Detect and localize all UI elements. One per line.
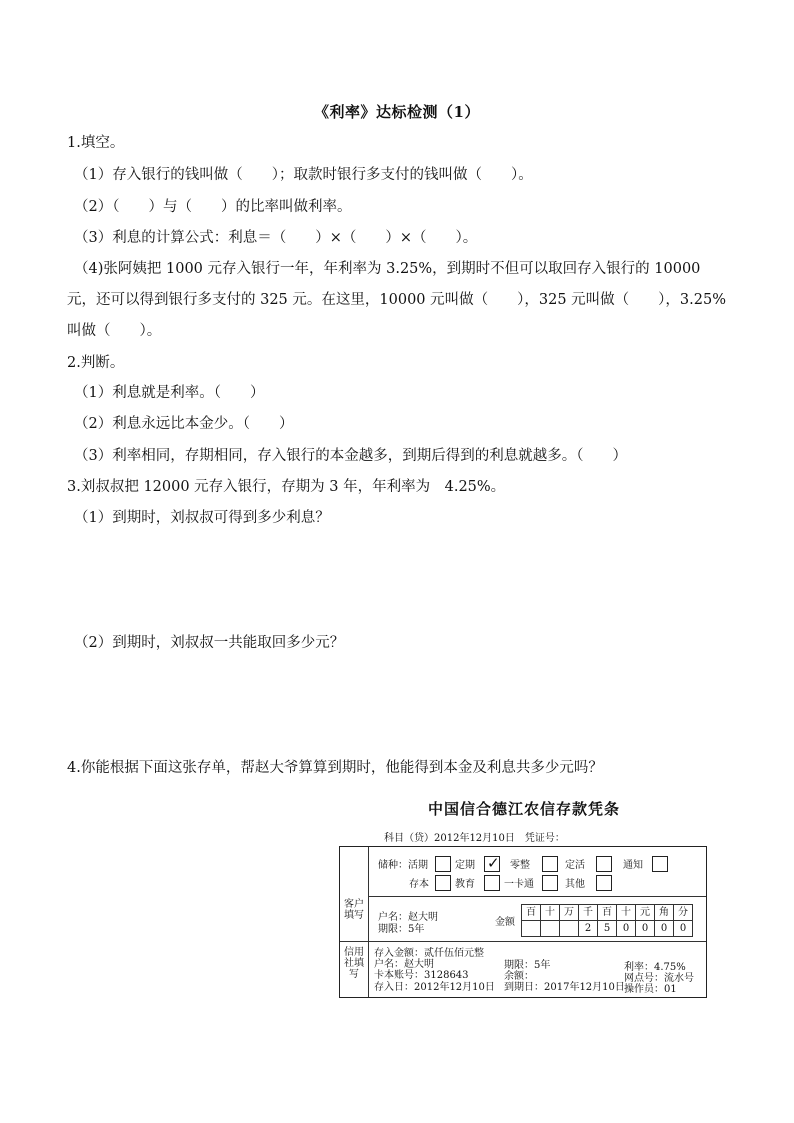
digit-header: 万 [560,905,579,921]
q2-line-2: （2）利息永远比本金少。（ ） [74,416,294,432]
kind-education: 教育 [455,879,475,890]
side-label-customer: 客户填写 [344,899,364,921]
digit-header: 千 [579,905,598,921]
kind-notice: 通知 [623,860,643,871]
kind-fixed: 定期 [455,860,475,871]
side-label-bank: 信用社填写 [344,947,364,980]
slip-title: 中国信合德江农信存款凭条 [428,800,621,818]
q2-line-3: （3）利率相同，存期相同，存入银行的本金越多，到期后得到的利息就越多。（ ） [74,448,627,464]
deposit-slip [339,846,707,998]
page-title: 《利率》达标检测（1） [314,103,480,121]
kind-flexible: 定活 [565,860,585,871]
operator: 操作员：01 [624,984,677,995]
deposit-amount: 存入金额：贰仟伍佰元整 [374,948,484,959]
q1-line-1: （1）存入银行的钱叫做（ ）；取款时银行多支付的钱叫做（ ）。 [74,167,533,183]
digit-header: 百 [598,905,617,921]
q1-line-2: （2）（ ）与（ ）的比率叫做利率。 [74,199,352,215]
q1-line-3: （3）利息的计算公式：利息＝（ ）×（ ）×（ ）。 [74,230,478,246]
q1-line-4c: 叫做（ ）。 [67,323,162,339]
digit-header: 分 [674,905,693,921]
digit-header: 十 [541,905,560,921]
checkbox-card[interactable] [542,875,558,891]
q3-heading: 3.刘叔叔把 12000 元存入银行，存期为 3 年，年利率为 4.25%。 [67,479,506,495]
digit-value [541,921,560,937]
kind-other: 其他 [565,879,585,890]
digit-header: 元 [636,905,655,921]
digit-header: 十 [617,905,636,921]
balance: 余额： [504,971,534,982]
customer-term: 期限：5年 [378,924,425,935]
q4-heading: 4.你能根据下面这张存单，帮赵大爷算算到期时，他能得到本金及利息共多少元吗？ [67,760,603,776]
checkbox-principal[interactable] [435,875,451,891]
kind-card: 一卡通 [504,879,534,890]
digit-value: 5 [598,921,617,937]
digit-value [560,921,579,937]
q2-line-1: （1）利息就是利率。（ ） [74,385,265,401]
slip-subtitle: 科目（贷）2012年12月10日 凭证号： [384,833,565,844]
check-mark-icon: ✓ [487,854,500,872]
checkbox-fixed[interactable] [484,856,500,872]
checkbox-current[interactable] [435,856,451,872]
q1-heading: 1.填空。 [67,135,125,151]
amount-digit-grid [521,904,693,937]
q3-line-1: （1）到期时，刘叔叔可得到多少利息？ [74,510,330,526]
checkbox-other[interactable] [596,875,612,891]
deposit-name: 户名：赵大明 [374,959,434,970]
checkbox-education[interactable] [484,875,500,891]
kind-principal: 存本 [409,879,429,890]
q3-line-2: （2）到期时，刘叔叔一共能取回多少元？ [74,635,345,651]
deposit-date: 存入日：2012年12月10日 [374,982,495,993]
q1-line-4a: （4)张阿姨把 1000 元存入银行一年，年利率为 3.25%，到期时不但可以取回存入银行的 10000 [74,261,701,277]
digit-value [522,921,541,937]
due-date: 到期日：2017年12月10日 [504,982,625,993]
digit-header: 百 [522,905,541,921]
card-number: 卡本账号：3128643 [374,970,469,981]
checkbox-installment[interactable] [542,856,558,872]
digit-value: 0 [617,921,636,937]
checkbox-flexible[interactable] [596,856,612,872]
digit-value: 0 [674,921,693,937]
branch-number: 网点号：流水号 [624,973,694,984]
digit-value: 0 [655,921,674,937]
digit-value: 2 [579,921,598,937]
digit-value: 0 [636,921,655,937]
kind-installment: 零整 [510,860,530,871]
q1-line-4b: 元，还可以得到银行多支付的 325 元。在这里，10000 元叫做（ ），325 元叫做（ ），3.25% [67,292,726,308]
interest-rate: 利率：4.75% [624,962,686,973]
amount-label: 金额 [495,917,515,928]
digit-header: 角 [655,905,674,921]
customer-name: 户名：赵大明 [378,912,438,923]
kind-current: 储种：活期 [378,860,428,871]
q2-heading: 2.判断。 [67,355,125,371]
bank-term: 期限：5年 [504,960,551,971]
checkbox-notice[interactable] [652,856,668,872]
